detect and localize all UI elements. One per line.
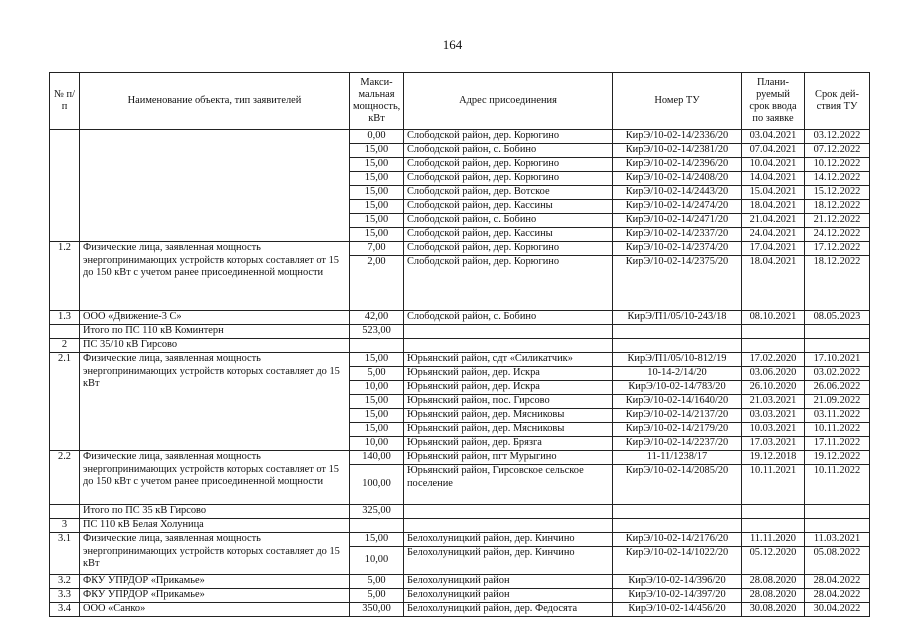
power-value: 7,00 <box>350 242 404 256</box>
row-number: 3.1 <box>50 533 80 575</box>
tu-number: КирЭ/П1/05/10-243/18 <box>613 311 742 325</box>
table-row <box>50 130 870 144</box>
row-number: 2.2 <box>50 451 80 505</box>
valid-date: 03.12.2022 <box>805 130 870 144</box>
power-value: 15,00 <box>350 395 404 409</box>
power-value: 15,00 <box>350 158 404 172</box>
valid-date: 10.12.2022 <box>805 158 870 172</box>
address-value <box>404 505 613 519</box>
object-name: Физические лица, заявленная мощность энергопринимающих устройств которых составляет до 15 кВт <box>80 533 350 575</box>
planned-date: 18.04.2021 <box>742 256 805 311</box>
tu-number: КирЭ/10-02-14/2337/20 <box>613 228 742 242</box>
tu-number: КирЭ/10-02-14/2408/20 <box>613 172 742 186</box>
valid-date: 03.11.2022 <box>805 409 870 423</box>
power-value: 15,00 <box>350 214 404 228</box>
address-value: Юрьянский район, дер. Искра <box>404 367 613 381</box>
table-row <box>50 311 870 325</box>
address-value: Юрьянский район, дер. Искра <box>404 381 613 395</box>
planned-date: 28.08.2020 <box>742 575 805 589</box>
address-value: Слободской район, дер. Корюгино <box>404 172 613 186</box>
tu-number: КирЭ/П1/05/10-812/19 <box>613 353 742 367</box>
object-name: Итого по ПС 110 кВ Коминтерн <box>80 325 350 339</box>
address-value: Слободской район, дер. Вотское <box>404 186 613 200</box>
object-name: Физические лица, заявленная мощность энергопринимающих устройств которых составляет от 15 до 150 кВт с учетом ранее присоединенной мощности <box>80 242 350 311</box>
address-value: Белохолуницкий район <box>404 589 613 603</box>
tu-number: КирЭ/10-02-14/396/20 <box>613 575 742 589</box>
tu-number: КирЭ/10-02-14/397/20 <box>613 589 742 603</box>
tu-number: КирЭ/10-02-14/2336/20 <box>613 130 742 144</box>
power-value: 5,00 <box>350 367 404 381</box>
table-body <box>50 130 870 617</box>
object-name: ПС 35/10 кВ Гирсово <box>80 339 350 353</box>
header-tu: Номер ТУ <box>613 73 742 130</box>
connections-table <box>49 72 870 617</box>
valid-date: 14.12.2022 <box>805 172 870 186</box>
valid-date: 17.11.2022 <box>805 437 870 451</box>
valid-date: 17.10.2021 <box>805 353 870 367</box>
tu-number: КирЭ/10-02-14/2375/20 <box>613 256 742 311</box>
power-value: 15,00 <box>350 228 404 242</box>
address-value <box>404 519 613 533</box>
row-number: 3.2 <box>50 575 80 589</box>
header-no: № п/п <box>50 73 80 130</box>
row-number <box>50 325 80 339</box>
header-address: Адрес присоединения <box>404 73 613 130</box>
row-number: 2.1 <box>50 353 80 451</box>
valid-date: 05.08.2022 <box>805 547 870 575</box>
address-value: Слободской район, с. Бобино <box>404 214 613 228</box>
planned-date: 11.11.2020 <box>742 533 805 547</box>
tu-number: КирЭ/10-02-14/2396/20 <box>613 158 742 172</box>
address-value: Юрьянский район, дер. Брязга <box>404 437 613 451</box>
planned-date: 03.06.2020 <box>742 367 805 381</box>
planned-date <box>742 339 805 353</box>
table-header <box>50 73 870 130</box>
planned-date: 10.04.2021 <box>742 158 805 172</box>
power-value: 523,00 <box>350 325 404 339</box>
planned-date: 05.12.2020 <box>742 547 805 575</box>
address-value: Юрьянский район, пос. Гирсово <box>404 395 613 409</box>
valid-date: 08.05.2023 <box>805 311 870 325</box>
address-value: Слободской район, с. Бобино <box>404 144 613 158</box>
table-row <box>50 353 870 367</box>
power-value: 15,00 <box>350 423 404 437</box>
planned-date: 21.03.2021 <box>742 395 805 409</box>
row-number: 3 <box>50 519 80 533</box>
table-row <box>50 325 870 339</box>
power-value: 325,00 <box>350 505 404 519</box>
object-name: ПС 110 кВ Белая Холуница <box>80 519 350 533</box>
row-number <box>50 130 80 242</box>
power-value: 0,00 <box>350 130 404 144</box>
power-value: 10,00 <box>350 381 404 395</box>
tu-number: КирЭ/10-02-14/1640/20 <box>613 395 742 409</box>
planned-date <box>742 325 805 339</box>
address-value: Юрьянский район, Гирсовское сельское поселение <box>404 465 613 505</box>
valid-date: 28.04.2022 <box>805 589 870 603</box>
planned-date: 24.04.2021 <box>742 228 805 242</box>
planned-date: 17.04.2021 <box>742 242 805 256</box>
planned-date: 10.03.2021 <box>742 423 805 437</box>
header-planned: Плани-руемый срок ввода по заявке <box>742 73 805 130</box>
valid-date <box>805 325 870 339</box>
valid-date: 21.12.2022 <box>805 214 870 228</box>
address-value <box>404 325 613 339</box>
valid-date <box>805 505 870 519</box>
valid-date: 10.11.2022 <box>805 423 870 437</box>
address-value: Слободской район, дер. Корюгино <box>404 256 613 311</box>
table-row <box>50 603 870 617</box>
planned-date: 17.03.2021 <box>742 437 805 451</box>
power-value: 5,00 <box>350 589 404 603</box>
row-number: 3.3 <box>50 589 80 603</box>
table-row <box>50 451 870 465</box>
tu-number <box>613 519 742 533</box>
row-number: 2 <box>50 339 80 353</box>
valid-date <box>805 519 870 533</box>
valid-date: 24.12.2022 <box>805 228 870 242</box>
valid-date: 21.09.2022 <box>805 395 870 409</box>
address-value: Слободской район, дер. Корюгино <box>404 242 613 256</box>
valid-date: 11.03.2021 <box>805 533 870 547</box>
tu-number: КирЭ/10-02-14/2176/20 <box>613 533 742 547</box>
power-value: 15,00 <box>350 353 404 367</box>
planned-date: 28.08.2020 <box>742 589 805 603</box>
valid-date: 18.12.2022 <box>805 200 870 214</box>
tu-number <box>613 339 742 353</box>
power-value: 140,00 <box>350 451 404 465</box>
tu-number: КирЭ/10-02-14/456/20 <box>613 603 742 617</box>
power-value: 10,00 <box>350 437 404 451</box>
address-value: Юрьянский район, пгт Мурыгино <box>404 451 613 465</box>
valid-date: 15.12.2022 <box>805 186 870 200</box>
tu-number <box>613 505 742 519</box>
tu-number: 11-11/1238/17 <box>613 451 742 465</box>
object-name: ФКУ УПРДОР «Прикамье» <box>80 589 350 603</box>
valid-date: 19.12.2022 <box>805 451 870 465</box>
tu-number: КирЭ/10-02-14/2179/20 <box>613 423 742 437</box>
planned-date: 03.03.2021 <box>742 409 805 423</box>
address-value: Белохолуницкий район <box>404 575 613 589</box>
object-name <box>80 130 350 242</box>
tu-number: КирЭ/10-02-14/2237/20 <box>613 437 742 451</box>
page-number: 164 <box>442 37 463 52</box>
header-valid: Срок дей-ствия ТУ <box>805 73 870 130</box>
tu-number: КирЭ/10-02-14/2381/20 <box>613 144 742 158</box>
object-name: Физические лица, заявленная мощность энергопринимающих устройств которых составляет до 15 кВт <box>80 353 350 451</box>
address-value <box>404 339 613 353</box>
table-row <box>50 339 870 353</box>
address-value: Белохолуницкий район, дер. Кинчино <box>404 547 613 575</box>
tu-number: КирЭ/10-02-14/2443/20 <box>613 186 742 200</box>
table-row <box>50 533 870 547</box>
planned-date: 19.12.2018 <box>742 451 805 465</box>
address-value: Слободской район, дер. Корюгино <box>404 158 613 172</box>
power-value: 350,00 <box>350 603 404 617</box>
power-value: 15,00 <box>350 144 404 158</box>
power-value: 15,00 <box>350 409 404 423</box>
power-value: 15,00 <box>350 533 404 547</box>
planned-date <box>742 519 805 533</box>
valid-date: 10.11.2022 <box>805 465 870 505</box>
valid-date: 07.12.2022 <box>805 144 870 158</box>
planned-date: 30.08.2020 <box>742 603 805 617</box>
tu-number: КирЭ/10-02-14/2137/20 <box>613 409 742 423</box>
power-value: 100,00 <box>350 465 404 505</box>
object-name: ООО «Санко» <box>80 603 350 617</box>
tu-number: 10-14-2/14/20 <box>613 367 742 381</box>
tu-number: КирЭ/10-02-14/2471/20 <box>613 214 742 228</box>
table-row <box>50 242 870 256</box>
power-value: 15,00 <box>350 186 404 200</box>
address-value: Юрьянский район, дер. Мясниковы <box>404 409 613 423</box>
power-value: 2,00 <box>350 256 404 311</box>
tu-number: КирЭ/10-02-14/2374/20 <box>613 242 742 256</box>
tu-number: КирЭ/10-02-14/783/20 <box>613 381 742 395</box>
address-value: Белохолуницкий район, дер. Кинчино <box>404 533 613 547</box>
planned-date: 10.11.2021 <box>742 465 805 505</box>
object-name: ФКУ УПРДОР «Прикамье» <box>80 575 350 589</box>
valid-date: 28.04.2022 <box>805 575 870 589</box>
planned-date: 21.04.2021 <box>742 214 805 228</box>
power-value <box>350 339 404 353</box>
power-value: 15,00 <box>350 200 404 214</box>
table-row <box>50 519 870 533</box>
planned-date: 17.02.2020 <box>742 353 805 367</box>
power-value: 5,00 <box>350 575 404 589</box>
tu-number: КирЭ/10-02-14/2474/20 <box>613 200 742 214</box>
valid-date: 03.02.2022 <box>805 367 870 381</box>
planned-date: 07.04.2021 <box>742 144 805 158</box>
table-row <box>50 589 870 603</box>
power-value: 42,00 <box>350 311 404 325</box>
valid-date: 17.12.2022 <box>805 242 870 256</box>
power-value: 15,00 <box>350 172 404 186</box>
planned-date: 14.04.2021 <box>742 172 805 186</box>
planned-date: 15.04.2021 <box>742 186 805 200</box>
header-name: Наименование объекта, тип заявителей <box>80 73 350 130</box>
row-number: 3.4 <box>50 603 80 617</box>
table-row <box>50 575 870 589</box>
tu-number <box>613 325 742 339</box>
power-value: 10,00 <box>350 547 404 575</box>
valid-date: 18.12.2022 <box>805 256 870 311</box>
tu-number: КирЭ/10-02-14/1022/20 <box>613 547 742 575</box>
address-value: Слободской район, дер. Кассины <box>404 200 613 214</box>
planned-date <box>742 505 805 519</box>
row-number <box>50 505 80 519</box>
address-value: Слободской район, дер. Кассины <box>404 228 613 242</box>
power-value <box>350 519 404 533</box>
object-name: Итого по ПС 35 кВ Гирсово <box>80 505 350 519</box>
planned-date: 08.10.2021 <box>742 311 805 325</box>
row-number: 1.3 <box>50 311 80 325</box>
object-name: ООО «Движение-3 С» <box>80 311 350 325</box>
valid-date <box>805 339 870 353</box>
row-number: 1.2 <box>50 242 80 311</box>
header-power: Макси-мальная мощность, кВт <box>350 73 404 130</box>
address-value: Слободской район, дер. Корюгино <box>404 130 613 144</box>
valid-date: 30.04.2022 <box>805 603 870 617</box>
object-name: Физические лица, заявленная мощность энергопринимающих устройств которых составляет от 15 до 150 кВт с учетом ранее присоединенной мощности <box>80 451 350 505</box>
address-value: Юрьянский район, сдт «Силикатчик» <box>404 353 613 367</box>
address-value: Белохолуницкий район, дер. Федосята <box>404 603 613 617</box>
table-row <box>50 505 870 519</box>
address-value: Слободской район, с. Бобино <box>404 311 613 325</box>
valid-date: 26.06.2022 <box>805 381 870 395</box>
planned-date: 26.10.2020 <box>742 381 805 395</box>
tu-number: КирЭ/10-02-14/2085/20 <box>613 465 742 505</box>
address-value: Юрьянский район, дер. Мясниковы <box>404 423 613 437</box>
planned-date: 03.04.2021 <box>742 130 805 144</box>
planned-date: 18.04.2021 <box>742 200 805 214</box>
